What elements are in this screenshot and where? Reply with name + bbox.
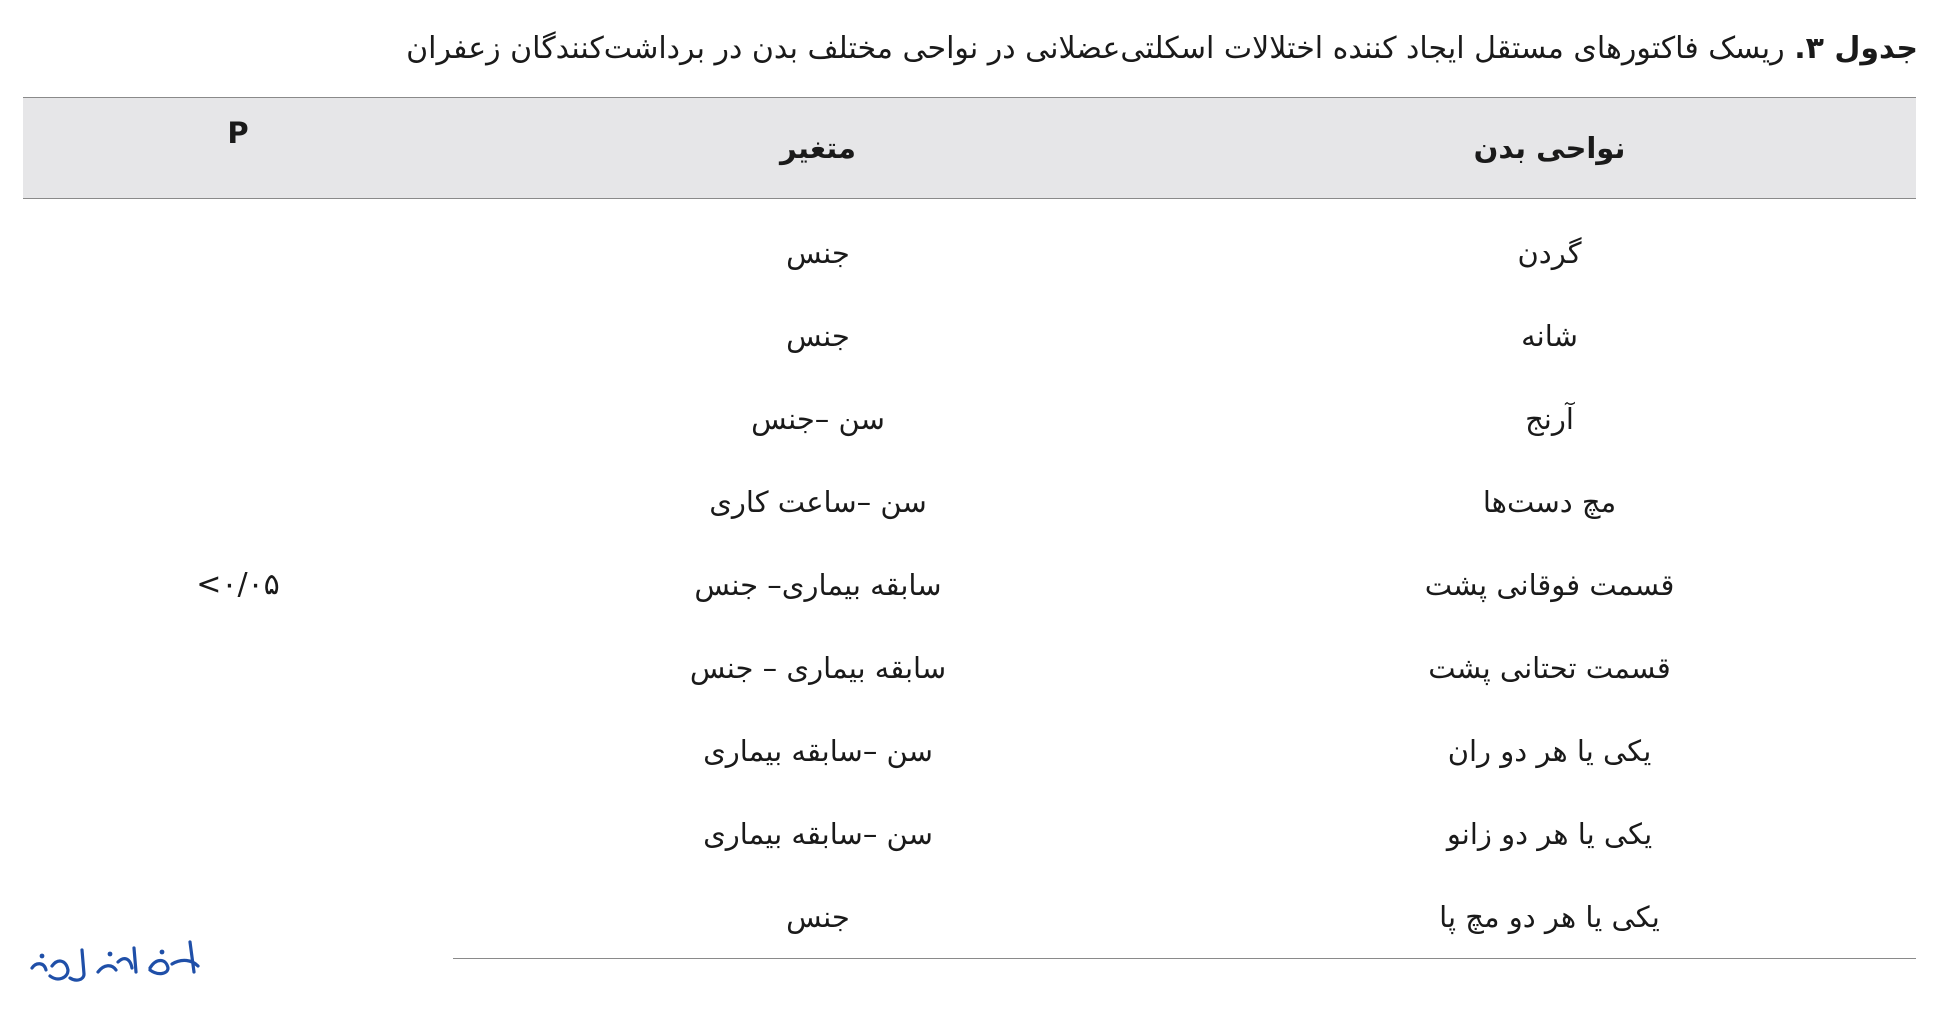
journal-logo (22, 928, 202, 990)
row-region: آرنج (1525, 401, 1574, 436)
row-region: مچ دست‌ها (1482, 484, 1617, 519)
row-variable: سن –سابقه بیماری (703, 733, 933, 768)
row-region: شانه (1521, 318, 1578, 353)
row-region: قسمت فوقانی پشت (1424, 567, 1675, 602)
row-variable: سن –ساعت کاری (709, 484, 927, 519)
logo-calligraphy (32, 942, 198, 980)
p-value-cell: <۰/۰۵ (196, 567, 280, 603)
table-caption (18, 26, 1918, 72)
logo-dot (40, 954, 45, 959)
header-p-value: P (23, 98, 453, 199)
row-region: یکی یا هر دو مچ پا (1183, 875, 1916, 959)
row-variable: جنس (453, 875, 1183, 959)
logo-dot (160, 950, 165, 955)
header-body-region: نواحی بدن (1183, 98, 1916, 199)
row-region: قسمت تحتانی پشت (1428, 650, 1671, 685)
row-region: یکی یا هر دو ران (1447, 733, 1652, 768)
risk-factor-table (23, 97, 1916, 959)
row-variable: سابقه بیماری– جنس (694, 567, 942, 602)
table-row (23, 199, 1916, 295)
caption-label: جدول ۳. (1794, 31, 1918, 66)
row-variable: سن –جنس (751, 401, 885, 436)
caption-text: ریسک فاکتورهای مستقل ایجاد کننده اختلالات اسکلتی‌عضلانی در نواحی مختلف بدن در برداشت‌کنندگان زعفران (406, 31, 1785, 66)
row-variable: جنس (786, 235, 850, 270)
logo-dot (108, 952, 113, 957)
row-variable: سن –سابقه بیماری (703, 816, 933, 851)
row-variable: جنس (786, 318, 850, 353)
header-variable: متغیر (453, 98, 1183, 199)
row-variable: سابقه بیماری – جنس (689, 650, 947, 685)
row-region: گردن (1517, 235, 1582, 270)
table-header-row (23, 98, 1916, 199)
row-region: یکی یا هر دو زانو (1446, 816, 1653, 851)
